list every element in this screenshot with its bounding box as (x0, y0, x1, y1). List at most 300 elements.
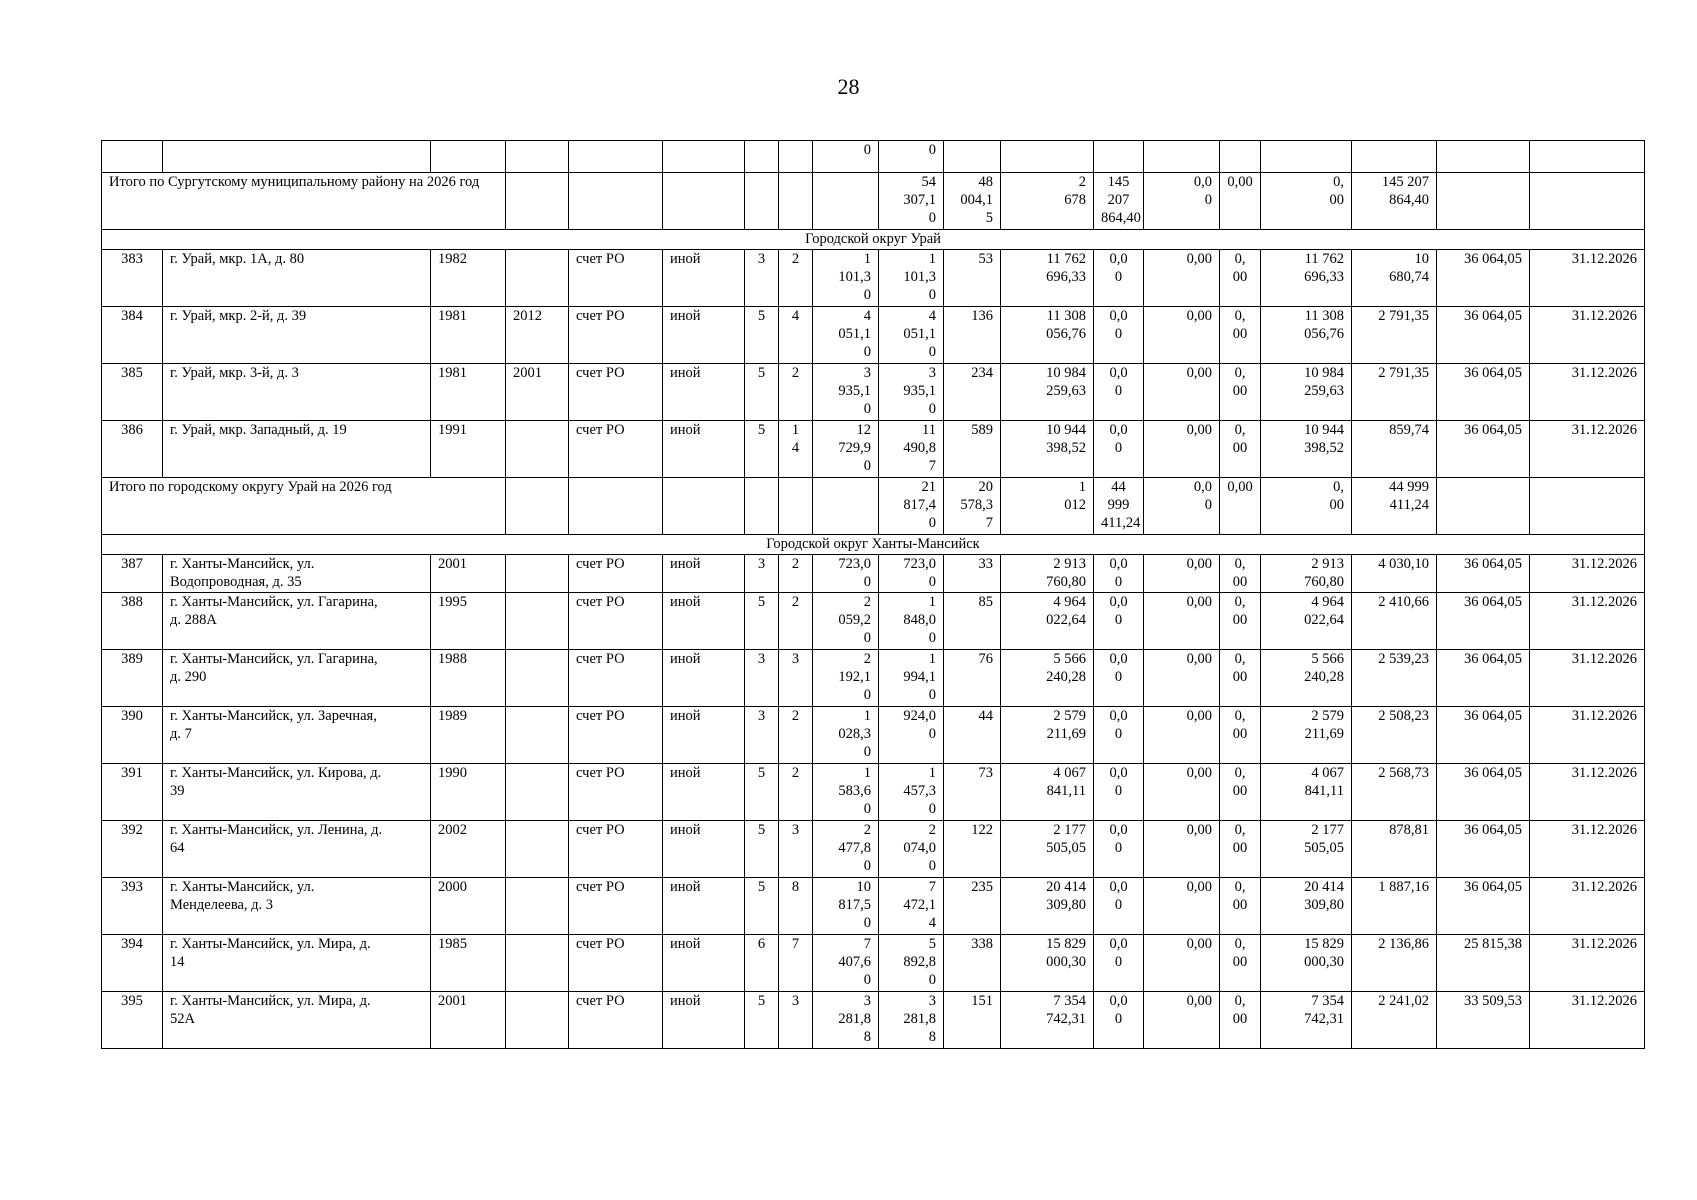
table-cell: г. Ханты-Мансийск, ул. Гагарина, д. 288А (163, 593, 431, 650)
table-cell: 2 477,8 0 (813, 821, 879, 878)
table-cell: 1991 (431, 421, 506, 478)
table-cell: г. Урай, мкр. 1А, д. 80 (163, 250, 431, 307)
table-cell: 10 680,74 (1352, 250, 1437, 307)
table-cell (506, 878, 569, 935)
table-cell: 36 064,05 (1437, 250, 1530, 307)
table-cell: 7 472,1 4 (879, 878, 944, 935)
section-title: Городской округ Урай (102, 230, 1645, 250)
table-cell: 0,00 (1144, 935, 1220, 992)
table-cell: 0, 00 (1220, 935, 1261, 992)
table-cell: 2000 (431, 878, 506, 935)
table-cell: 1981 (431, 364, 506, 421)
table-cell (1437, 173, 1530, 230)
table-cell: 36 064,05 (1437, 307, 1530, 364)
table-cell: 2 913 760,80 (1261, 555, 1352, 593)
table-cell: 0, 00 (1220, 878, 1261, 935)
table-cell (779, 141, 813, 173)
table-cell: г. Ханты-Мансийск, ул. Гагарина, д. 290 (163, 650, 431, 707)
table-cell: 25 815,38 (1437, 935, 1530, 992)
table-cell: 2001 (431, 555, 506, 593)
table-cell: 7 (779, 935, 813, 992)
table-cell: 0,0 0 (1094, 650, 1144, 707)
table-cell: 0, 00 (1220, 364, 1261, 421)
table-cell: 4 067 841,11 (1001, 764, 1094, 821)
table-cell: 2 579 211,69 (1001, 707, 1094, 764)
table-cell (506, 764, 569, 821)
table-row (102, 992, 1645, 1049)
total-label: Итого по городскому округу Урай на 2026 год (102, 478, 506, 535)
table-cell: 7 407,6 0 (813, 935, 879, 992)
table-cell: счет РО (569, 593, 663, 650)
table-cell: 388 (102, 593, 163, 650)
table-cell: 0,00 (1144, 650, 1220, 707)
table-cell: 2 (779, 707, 813, 764)
table-cell: иной (663, 555, 745, 593)
table-cell: 0,0 0 (1094, 878, 1144, 935)
table-cell: счет РО (569, 250, 663, 307)
table-cell: 31.12.2026 (1530, 593, 1645, 650)
table-cell (1094, 141, 1144, 173)
table-cell: 53 (944, 250, 1001, 307)
table-cell: счет РО (569, 821, 663, 878)
total-row (102, 478, 1645, 535)
table-cell: 48 004,1 5 (944, 173, 1001, 230)
table-cell: 2 913 760,80 (1001, 555, 1094, 593)
table-cell: иной (663, 307, 745, 364)
table-cell: 386 (102, 421, 163, 478)
table-cell: 2 508,23 (1352, 707, 1437, 764)
table-cell: 0,0 0 (1094, 250, 1144, 307)
table-cell: 5 (745, 878, 779, 935)
table-cell: 36 064,05 (1437, 878, 1530, 935)
table-cell: 4 (779, 307, 813, 364)
table-cell: 4 067 841,11 (1261, 764, 1352, 821)
table-cell (506, 250, 569, 307)
table-cell (663, 141, 745, 173)
table-cell: 859,74 (1352, 421, 1437, 478)
total-label: Итого по Сургутскому муниципальному району на 2026 год (102, 173, 506, 230)
table-cell: 2 678 (1001, 173, 1094, 230)
table-cell (1352, 141, 1437, 173)
section-header-row (102, 535, 1645, 555)
table-cell (1220, 141, 1261, 173)
table-cell (1437, 141, 1530, 173)
table-cell: 4 051,1 0 (813, 307, 879, 364)
table-row (102, 821, 1645, 878)
table-row (102, 364, 1645, 421)
table-cell: г. Ханты-Мансийск, ул. Мира, д. 14 (163, 935, 431, 992)
table-cell: 384 (102, 307, 163, 364)
table-cell: 0,00 (1144, 593, 1220, 650)
table-cell: 1 457,3 0 (879, 764, 944, 821)
table-cell: 1 012 (1001, 478, 1094, 535)
table-cell: 31.12.2026 (1530, 650, 1645, 707)
table-cell: 36 064,05 (1437, 421, 1530, 478)
table-cell: 0, 00 (1220, 650, 1261, 707)
table-cell: 5 (745, 764, 779, 821)
table-cell: 1 028,3 0 (813, 707, 879, 764)
table-cell (506, 593, 569, 650)
table-cell: г. Ханты-Мансийск, ул. Ленина, д. 64 (163, 821, 431, 878)
table-cell: 36 064,05 (1437, 650, 1530, 707)
table-cell (102, 141, 163, 173)
table-cell: 0,00 (1144, 555, 1220, 593)
table-cell (813, 478, 879, 535)
table-cell: 136 (944, 307, 1001, 364)
table-cell: 385 (102, 364, 163, 421)
table-cell: 5 566 240,28 (1001, 650, 1094, 707)
table-cell: 338 (944, 935, 1001, 992)
table-cell (1530, 173, 1645, 230)
table-cell: 31.12.2026 (1530, 421, 1645, 478)
table-cell: 33 509,53 (1437, 992, 1530, 1049)
table-cell: 0, 00 (1261, 173, 1352, 230)
table-cell (506, 992, 569, 1049)
table-cell: г. Ханты-Мансийск, ул. Заречная, д. 7 (163, 707, 431, 764)
table-cell (1144, 141, 1220, 173)
table-cell: 44 999 411,24 (1094, 478, 1144, 535)
table-cell (779, 173, 813, 230)
table-cell (663, 173, 745, 230)
table-cell: 11 308 056,76 (1001, 307, 1094, 364)
table-cell: 31.12.2026 (1530, 821, 1645, 878)
table-cell: 21 817,4 0 (879, 478, 944, 535)
table-cell: 0,00 (1144, 878, 1220, 935)
table-cell (506, 650, 569, 707)
table-cell: 5 (745, 421, 779, 478)
table-cell: 0,0 0 (1144, 173, 1220, 230)
table-cell: 2 791,35 (1352, 364, 1437, 421)
table-row (102, 141, 1645, 173)
table-cell: г. Урай, мкр. Западный, д. 19 (163, 421, 431, 478)
table-cell: 1985 (431, 935, 506, 992)
table-cell: счет РО (569, 555, 663, 593)
capital-repair-table (101, 140, 1645, 1049)
table-cell: 2 177 505,05 (1261, 821, 1352, 878)
table-cell: 1 101,3 0 (879, 250, 944, 307)
table-cell: 4 030,10 (1352, 555, 1437, 593)
table-cell: счет РО (569, 992, 663, 1049)
table-cell (1001, 141, 1094, 173)
table-row (102, 935, 1645, 992)
table-cell: счет РО (569, 650, 663, 707)
table-row (102, 878, 1645, 935)
table-row (102, 650, 1645, 707)
section-header-row (102, 230, 1645, 250)
table-cell: 36 064,05 (1437, 707, 1530, 764)
table-cell (506, 935, 569, 992)
table-cell: 76 (944, 650, 1001, 707)
table-cell: иной (663, 421, 745, 478)
table-cell (779, 478, 813, 535)
table-cell: 151 (944, 992, 1001, 1049)
table-cell: 20 578,3 7 (944, 478, 1001, 535)
table-cell (663, 478, 745, 535)
table-cell (506, 141, 569, 173)
table-cell: 73 (944, 764, 1001, 821)
table-cell: 2 (779, 364, 813, 421)
table-cell: 1988 (431, 650, 506, 707)
table-cell: 31.12.2026 (1530, 992, 1645, 1049)
table-cell: 0,0 0 (1094, 992, 1144, 1049)
table-cell: 15 829 000,30 (1261, 935, 1352, 992)
table-cell: 723,0 0 (879, 555, 944, 593)
table-cell (506, 421, 569, 478)
table-cell: 395 (102, 992, 163, 1049)
table-cell: 31.12.2026 (1530, 764, 1645, 821)
table-cell (569, 173, 663, 230)
table-cell: 6 (745, 935, 779, 992)
table-cell: г. Ханты-Мансийск, ул. Менделеева, д. 3 (163, 878, 431, 935)
table-cell: 2012 (506, 307, 569, 364)
table-cell: 2001 (506, 364, 569, 421)
table-cell: 31.12.2026 (1530, 707, 1645, 764)
table-cell: 2 410,66 (1352, 593, 1437, 650)
table-cell: 7 354 742,31 (1261, 992, 1352, 1049)
table-cell: 392 (102, 821, 163, 878)
table-cell: 924,0 0 (879, 707, 944, 764)
table-cell: г. Ханты-Мансийск, ул. Мира, д. 52А (163, 992, 431, 1049)
table-cell: 389 (102, 650, 163, 707)
table-cell: 20 414 309,80 (1261, 878, 1352, 935)
table-cell (569, 478, 663, 535)
table-cell: 31.12.2026 (1530, 250, 1645, 307)
table-cell: 0, 00 (1220, 250, 1261, 307)
table-cell: 5 892,8 0 (879, 935, 944, 992)
table-cell: 394 (102, 935, 163, 992)
table-cell: 31.12.2026 (1530, 364, 1645, 421)
section-title: Городской округ Ханты-Мансийск (102, 535, 1645, 555)
table-cell (569, 141, 663, 173)
table-cell: 390 (102, 707, 163, 764)
table-cell: счет РО (569, 364, 663, 421)
table-cell (506, 173, 569, 230)
table-cell: 7 354 742,31 (1001, 992, 1094, 1049)
table-cell (944, 141, 1001, 173)
table-cell: 5 (745, 821, 779, 878)
table-cell: 2 (779, 250, 813, 307)
table-cell: 4 051,1 0 (879, 307, 944, 364)
table-cell: г. Ханты-Мансийск, ул. Водопроводная, д. 35 (163, 555, 431, 593)
table-cell: 11 490,8 7 (879, 421, 944, 478)
table-cell: 3 935,1 0 (813, 364, 879, 421)
table-cell (506, 478, 569, 535)
table-cell: 33 (944, 555, 1001, 593)
table-cell: 0, 00 (1220, 555, 1261, 593)
table-cell: 2001 (431, 992, 506, 1049)
table-cell: 2 136,86 (1352, 935, 1437, 992)
page-number: 28 (837, 74, 860, 99)
table-cell: 3 (779, 992, 813, 1049)
table-cell: счет РО (569, 421, 663, 478)
table-cell: 31.12.2026 (1530, 935, 1645, 992)
table-cell (813, 173, 879, 230)
table-cell: г. Урай, мкр. 2-й, д. 39 (163, 307, 431, 364)
table-cell: 0, 00 (1220, 821, 1261, 878)
table-cell: 3 281,8 8 (879, 992, 944, 1049)
table-cell: 0, 00 (1220, 593, 1261, 650)
table-cell: 1 101,3 0 (813, 250, 879, 307)
table-cell: 0,00 (1220, 478, 1261, 535)
table-cell: 589 (944, 421, 1001, 478)
table-cell: 0, 00 (1220, 421, 1261, 478)
table-cell (1261, 141, 1352, 173)
table-cell: 2 791,35 (1352, 307, 1437, 364)
table-body (102, 141, 1645, 1049)
table-cell: 36 064,05 (1437, 764, 1530, 821)
table-cell: 2 177 505,05 (1001, 821, 1094, 878)
table-cell: 0,00 (1144, 821, 1220, 878)
table-cell (1437, 478, 1530, 535)
table-cell: иной (663, 250, 745, 307)
table-cell (1530, 141, 1645, 173)
table-cell: 2 539,23 (1352, 650, 1437, 707)
table-cell: 36 064,05 (1437, 364, 1530, 421)
table-cell: 0,0 0 (1094, 555, 1144, 593)
table-cell (163, 141, 431, 173)
table-cell: иной (663, 764, 745, 821)
table-cell: иной (663, 821, 745, 878)
table-cell: 11 308 056,76 (1261, 307, 1352, 364)
table-cell: 2 241,02 (1352, 992, 1437, 1049)
table-cell: 31.12.2026 (1530, 307, 1645, 364)
table-cell: г. Ханты-Мансийск, ул. Кирова, д. 39 (163, 764, 431, 821)
table-cell: 36 064,05 (1437, 593, 1530, 650)
table-cell (431, 141, 506, 173)
table-cell: 0, 00 (1261, 478, 1352, 535)
table-cell: 36 064,05 (1437, 555, 1530, 593)
table-cell: иной (663, 593, 745, 650)
table-cell: 1 994,1 0 (879, 650, 944, 707)
table-cell (745, 141, 779, 173)
table-cell: 3 (745, 555, 779, 593)
table-row (102, 307, 1645, 364)
table-cell (506, 555, 569, 593)
table-cell: 1 583,6 0 (813, 764, 879, 821)
table-cell: иной (663, 935, 745, 992)
table-cell: 11 762 696,33 (1001, 250, 1094, 307)
table-cell: счет РО (569, 707, 663, 764)
table-cell: 10 944 398,52 (1001, 421, 1094, 478)
table-cell: 3 (779, 650, 813, 707)
table-cell: 145 207 864,40 (1094, 173, 1144, 230)
table-cell: 11 762 696,33 (1261, 250, 1352, 307)
table-cell: 2 579 211,69 (1261, 707, 1352, 764)
table-row (102, 421, 1645, 478)
table-cell: 387 (102, 555, 163, 593)
table-cell: 0,0 0 (1094, 707, 1144, 764)
table-cell: 85 (944, 593, 1001, 650)
table-cell: 0,00 (1144, 992, 1220, 1049)
table-cell: 0,00 (1144, 307, 1220, 364)
table-cell: счет РО (569, 764, 663, 821)
table-cell: 0,0 0 (1094, 593, 1144, 650)
table-cell: 44 999 411,24 (1352, 478, 1437, 535)
table-cell: 3 281,8 8 (813, 992, 879, 1049)
table-cell: 0, 00 (1220, 707, 1261, 764)
table-cell: 391 (102, 764, 163, 821)
table-cell: 383 (102, 250, 163, 307)
table-cell: 3 (745, 707, 779, 764)
table-cell: 31.12.2026 (1530, 878, 1645, 935)
table-cell: 0,00 (1144, 364, 1220, 421)
table-cell: 12 729,9 0 (813, 421, 879, 478)
table-cell: 2 192,1 0 (813, 650, 879, 707)
table-cell: 5 (745, 307, 779, 364)
table-cell: счет РО (569, 878, 663, 935)
table-cell: 1 4 (779, 421, 813, 478)
table-row (102, 764, 1645, 821)
table-cell: г. Урай, мкр. 3-й, д. 3 (163, 364, 431, 421)
table-cell: 36 064,05 (1437, 821, 1530, 878)
table-cell: 234 (944, 364, 1001, 421)
table-cell: 1982 (431, 250, 506, 307)
table-cell: иной (663, 650, 745, 707)
table-cell: 0, 00 (1220, 307, 1261, 364)
table-cell: 5 566 240,28 (1261, 650, 1352, 707)
table-cell: 8 (779, 878, 813, 935)
table-cell: 5 (745, 364, 779, 421)
table-cell: 0,00 (1144, 764, 1220, 821)
table-cell: 0,00 (1144, 250, 1220, 307)
table-cell: 723,0 0 (813, 555, 879, 593)
table-cell: 0,00 (1144, 421, 1220, 478)
table-cell: 3 (745, 650, 779, 707)
table-cell: 5 (745, 992, 779, 1049)
table-cell: иной (663, 707, 745, 764)
table-cell: 2002 (431, 821, 506, 878)
table-cell (1530, 478, 1645, 535)
table-cell: иной (663, 992, 745, 1049)
table-cell: 0,0 0 (1094, 821, 1144, 878)
table-row (102, 250, 1645, 307)
table-cell: 31.12.2026 (1530, 555, 1645, 593)
table-cell: 0, 00 (1220, 992, 1261, 1049)
table-cell: 0,0 0 (1144, 478, 1220, 535)
table-cell: иной (663, 878, 745, 935)
table-cell: 0,0 0 (1094, 421, 1144, 478)
table-row (102, 555, 1645, 593)
table-cell: 5 (745, 593, 779, 650)
table-cell: 2 568,73 (1352, 764, 1437, 821)
table-cell: 54 307,1 0 (879, 173, 944, 230)
table-cell: 0,0 0 (1094, 935, 1144, 992)
table-cell: счет РО (569, 307, 663, 364)
table-cell: 3 (745, 250, 779, 307)
table-cell: 10 817,5 0 (813, 878, 879, 935)
table-cell: 2 (779, 555, 813, 593)
table-cell (506, 821, 569, 878)
table-cell: 878,81 (1352, 821, 1437, 878)
table-cell: 122 (944, 821, 1001, 878)
table-cell: 15 829 000,30 (1001, 935, 1094, 992)
table-cell: 0,0 0 (1094, 307, 1144, 364)
table-cell: 1981 (431, 307, 506, 364)
table-cell: 1 848,0 0 (879, 593, 944, 650)
table-cell: 235 (944, 878, 1001, 935)
table-cell: 44 (944, 707, 1001, 764)
table-cell: 2 (779, 764, 813, 821)
table-row (102, 707, 1645, 764)
table-cell: 2 (779, 593, 813, 650)
table-cell: 10 984 259,63 (1001, 364, 1094, 421)
table-cell: 1 887,16 (1352, 878, 1437, 935)
table-cell: 1990 (431, 764, 506, 821)
table-row (102, 593, 1645, 650)
table-cell: 4 964 022,64 (1001, 593, 1094, 650)
table-cell: 4 964 022,64 (1261, 593, 1352, 650)
table-cell: 0,0 0 (1094, 764, 1144, 821)
